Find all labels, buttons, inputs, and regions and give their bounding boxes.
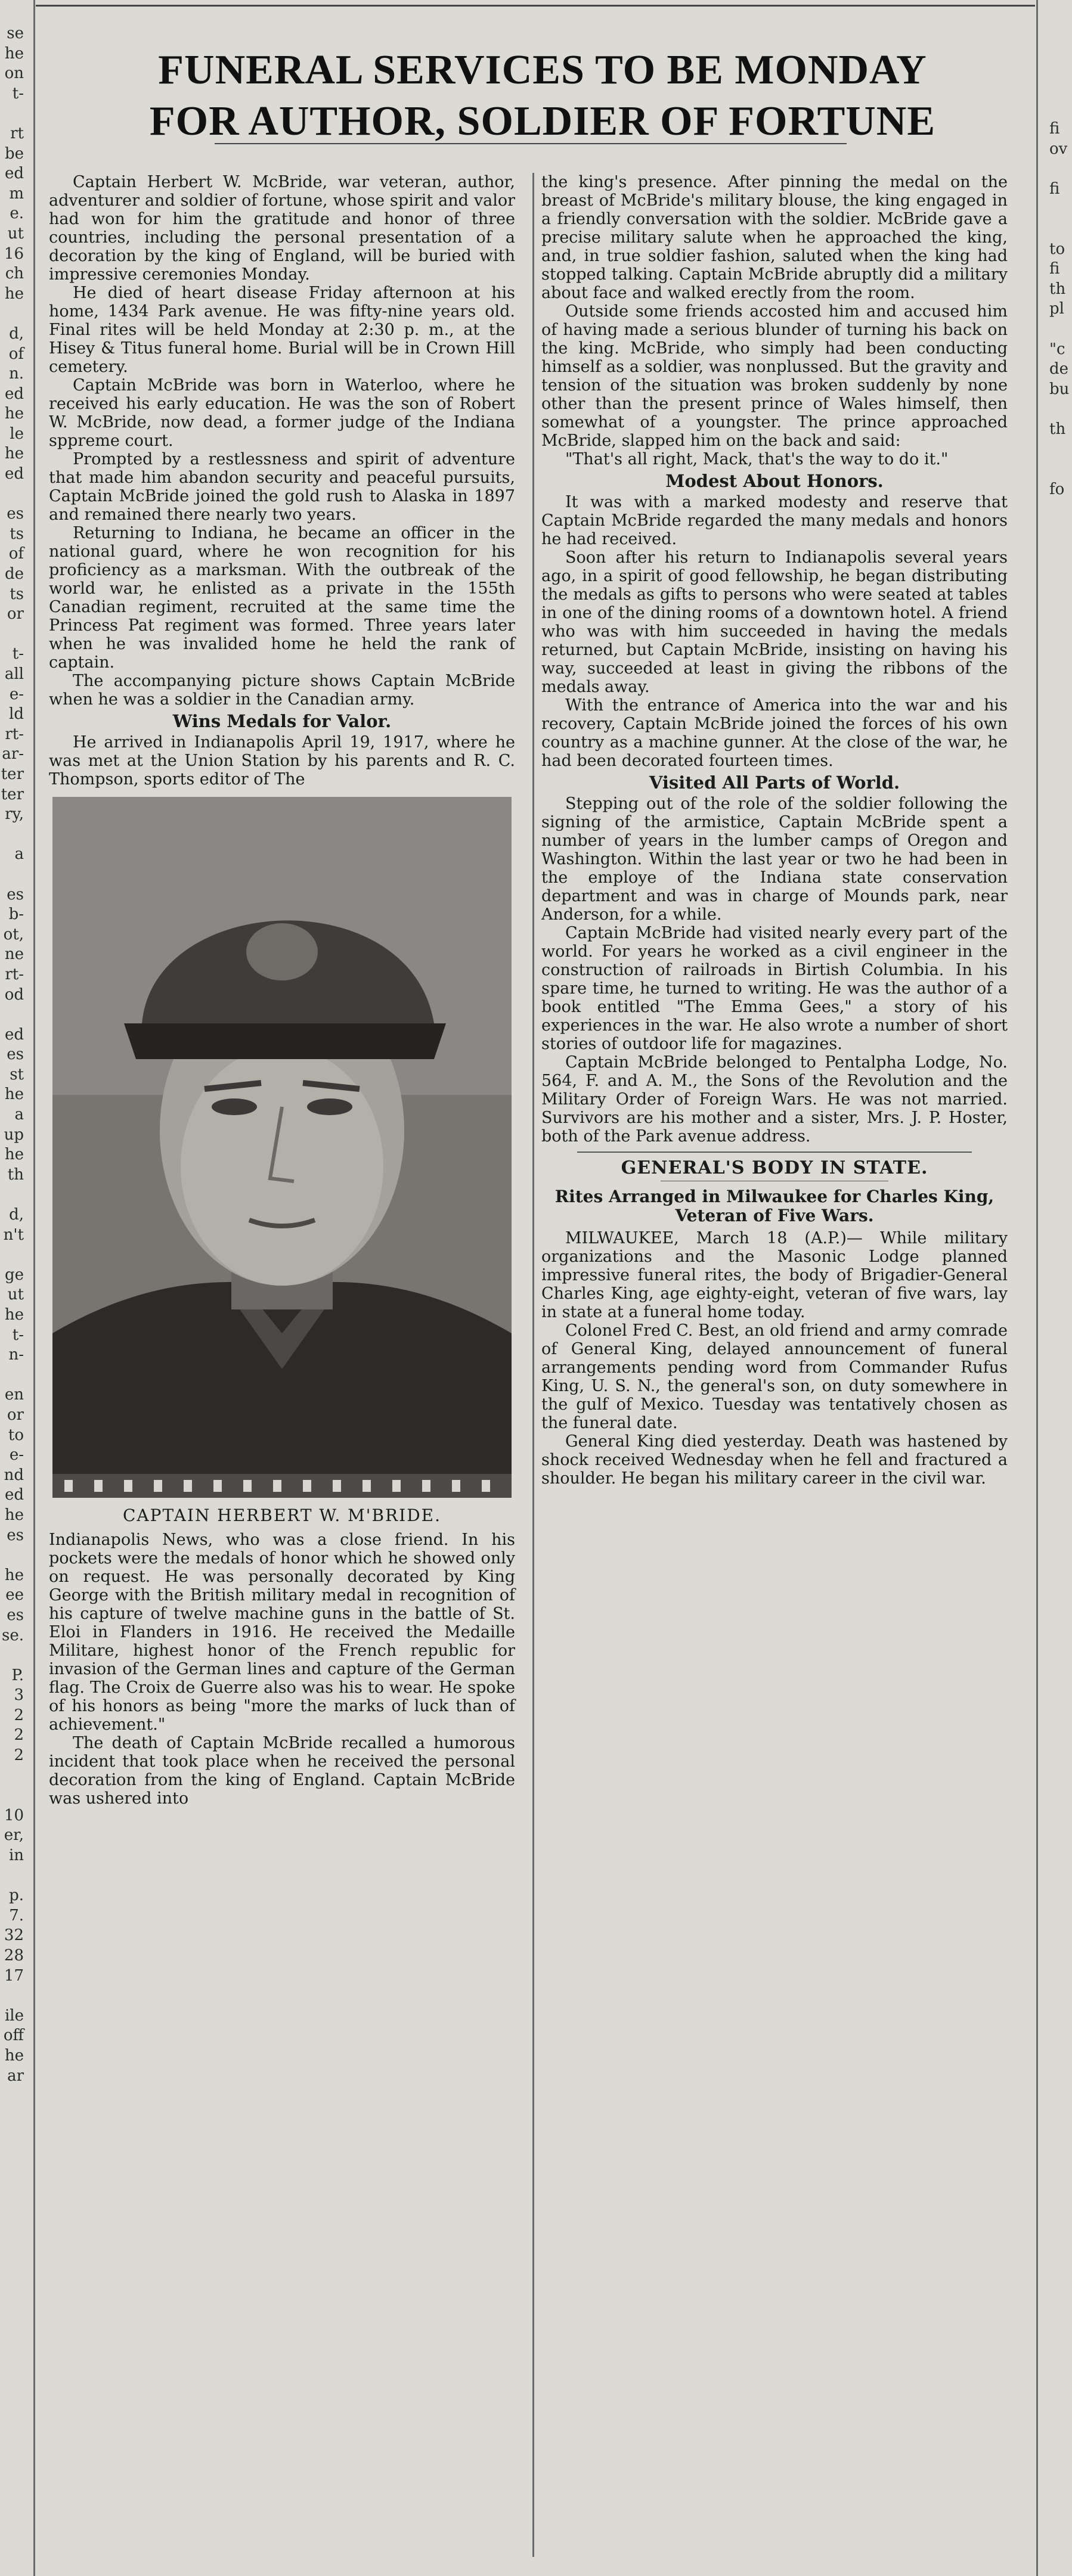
margin-fragment-line (0, 1545, 24, 1566)
paragraph: Indianapolis News, who was a close friend. In his pockets were the medals of honor which he showed only on request. He was personally decorated by King George with the British military medal in recognition of his capture of twelve machine guns in the battle of St. Eloi in Flanders in 1916. He received the Medaille Militare, highest honor of the French republic for invasion of the German lines and capture of the German flag. The Croix de Guerre also was his to wear. He spoke of his honors as being "more the marks of luck than of achievement." (49, 1531, 515, 1734)
paragraph: MILWAUKEE, March 18 (A.P.)— While military organizations and the Masonic Lodge planned impressive funeral rites, the body of Brigadier-General Charles King, age eighty-eight, veteran of five wars, lay in state at a funeral home today. (541, 1229, 1008, 1321)
center-column-rule (532, 173, 534, 2557)
margin-fragment-line (0, 1866, 24, 1886)
margin-fragment-line: fi (1049, 179, 1060, 198)
margin-fragment-line: to (8, 1426, 24, 1444)
paragraph: Returning to Indiana, he became an officer in the national guard, where he won recognition for his proficiency as a marksman. With the outbreak of the world war, he enlisted as a private in the 155th Canadian regiment, recruited at the same time the Princess Pat regiment was formed. Three years later when he was invalided home he held the rank of captain. (49, 524, 515, 672)
margin-fragment-line: bu (1049, 380, 1070, 398)
paragraph: Prompted by a restlessness and spirit of adventure that made him abandon security and peaceful pursuits, Captain McBride joined the gold rush to Alaska in 1897 and remained there nearly two years. (49, 450, 515, 524)
paragraph: Captain Herbert W. McBride, war veteran, author, adventurer and soldier of fortune, whose spirit and valor had won for him the gratitude and honor of three countries, including the personal presentation of a decoration by the king of England, will be buried with impressive ceremonies Monday. (49, 173, 515, 284)
margin-fragment-line: he (4, 1306, 24, 1324)
paragraph: Captain McBride had visited nearly every part of the world. For years he worked as a civil engineer in the construction of railroads in Birtish Columbia. In his spare time, he turned to writing. He was the author of a book entitled "The Emma Gees," a story of his experiences in the war. He also wrote a number of short stories of outdoor life for magazines. (541, 924, 1008, 1053)
margin-fragment-line: od (4, 985, 24, 1004)
margin-fragment-line: ter (1, 765, 24, 783)
margin-fragment-line: e. (10, 204, 24, 223)
margin-fragment-line: le (10, 424, 24, 443)
margin-fragment-line: rt- (5, 725, 24, 743)
margin-fragment-line: 7. (9, 1906, 24, 1925)
margin-fragment-line: 2 (14, 1726, 24, 1745)
margin-fragment-line: ed (4, 1025, 24, 1044)
margin-fragment-line: rt- (5, 965, 24, 983)
paragraph: It was with a marked modesty and reserve that Captain McBride regarded the many medals and honors he had received. (541, 493, 1008, 548)
margin-fragment-line: 16 (4, 244, 24, 263)
paragraph: Stepping out of the role of the soldier following the signing of the armistice, Captain McBride spent a number of years in the lumber camps of Oregon and Washington. Within the last year or two he had been in the employe of the Indiana state conservation department and was in charge of Mounds park, near Anderson, for a while. (541, 794, 1008, 924)
paragraph: the king's presence. After pinning the medal on the breast of McBride's military blouse, the king engaged in a friendly conversation with the soldier. McBride gave a precise military salute when he approached the king, and, in true soldier fashion, saluted when the king had stopped talking. Captain McBride abruptly did a military about face and walked erectly from the room. (541, 173, 1008, 302)
paragraph: Outside some friends accosted him and accused him of having made a serious blunder of turning his back on the king. McBride, who simply had been conducting himself as a soldier, was nonplussed. But the gravity and tension of the situation was broken suddenly by none other than the present prince of Wales himself, then somewhat of a youngster. The prince approached McBride, slapped him on the back and said: (541, 302, 1008, 450)
margin-fragment-line: he (4, 1146, 24, 1164)
margin-fragment-line (1049, 399, 1072, 420)
margin-fragment-line: or (7, 1405, 24, 1424)
margin-fragment-line (1049, 219, 1072, 240)
margin-fragment-line: P. (11, 1666, 24, 1684)
margin-fragment-line: ov (1049, 139, 1068, 158)
margin-fragment-line: e- (9, 1446, 24, 1464)
margin-fragment-line: t- (12, 84, 24, 103)
margin-fragment-line: m (9, 184, 24, 203)
margin-fragment-line (0, 1786, 24, 1806)
headline-line-2: FOR AUTHOR, SOLDIER OF FORTUNE (149, 98, 936, 144)
left-column-rule (33, 0, 35, 2576)
margin-fragment-line: he (4, 405, 24, 423)
margin-fragment-line: or (7, 605, 24, 623)
margin-fragment-line: he (4, 44, 24, 63)
margin-fragment-line: es (7, 1045, 24, 1064)
margin-fragment-line: fi (1049, 260, 1060, 278)
paragraph: With the entrance of America into the war and his recovery, Captain McBride joined the forces of his own country as a machine gunner. At the close of the war, he had been decorated fourteen times. (541, 696, 1008, 770)
margin-fragment-line: "c (1049, 340, 1065, 358)
margin-fragment-line: a (14, 1106, 24, 1124)
margin-fragment-line: er, (4, 1826, 24, 1845)
portrait-illustration (52, 797, 512, 1498)
margin-fragment-line (0, 1005, 24, 1025)
margin-fragment-line: ge (4, 1265, 24, 1284)
margin-fragment-line: rt (10, 124, 24, 142)
margin-fragment-line: ar- (2, 745, 24, 764)
margin-fragment-line (0, 825, 24, 845)
margin-fragment-line: on (4, 64, 24, 83)
left-column-fragment (0, 24, 24, 2086)
margin-fragment-line: nd (4, 1466, 24, 1484)
margin-fragment-line: es (7, 505, 24, 523)
margin-fragment-line: ee (5, 1586, 24, 1604)
margin-fragment-line: n't (3, 1225, 24, 1244)
margin-fragment-line: ut (7, 1286, 24, 1304)
story-headline: GENERAL'S BODY IN STATE. (621, 1157, 928, 1178)
margin-fragment-line: off (3, 2026, 24, 2045)
margin-fragment-line: he (4, 2046, 24, 2065)
margin-fragment-line (0, 1986, 24, 2006)
margin-fragment-line: ut (7, 224, 24, 243)
margin-fragment-line: ot, (3, 925, 24, 944)
subheading: Modest About Honors. (665, 471, 884, 491)
margin-fragment-line (1049, 159, 1072, 179)
paragraph: General King died yesterday. Death was hastened by shock received Wednesday when he fell and fractured a shoulder. He began his military career in the civil war. (541, 1432, 1008, 1488)
margin-fragment-line: 3 (14, 1686, 24, 1705)
paragraph: He died of heart disease Friday afternoon at his home, 1434 Park avenue. He was fifty-nine years old. Final rites will be held Monday at 2:30 p. m., at the Hisey & Titus funeral home. Burial will be in Crown Hill cemetery. (49, 284, 515, 376)
subheading: Wins Medals for Valor. (172, 711, 392, 731)
margin-fragment-line: fi (1049, 120, 1060, 138)
margin-fragment-line: es (7, 885, 24, 904)
margin-fragment-line: of (8, 545, 24, 563)
margin-fragment-line: in (8, 1846, 24, 1865)
margin-fragment-line: ed (4, 165, 24, 183)
margin-fragment-line: ld (9, 705, 24, 724)
margin-fragment-line: th (1049, 420, 1066, 438)
margin-fragment-line: he (4, 284, 24, 303)
margin-fragment-line: ts (10, 524, 24, 543)
margin-fragment-line: e- (9, 685, 24, 703)
margin-fragment-line: he (4, 1506, 24, 1524)
margin-fragment-line: t- (12, 645, 24, 663)
margin-fragment-line: to (1049, 240, 1065, 258)
margin-fragment-line: 2 (14, 1746, 24, 1765)
photo-caption: CAPTAIN HERBERT W. M'BRIDE. (123, 1506, 441, 1525)
story-divider (577, 1152, 972, 1153)
margin-fragment-line: d, (9, 324, 24, 343)
margin-fragment-line: t- (12, 1326, 24, 1344)
margin-fragment-line: d, (9, 1206, 24, 1224)
portrait-photo (52, 797, 512, 1498)
margin-fragment-line: se. (2, 1626, 24, 1644)
paragraph: The death of Captain McBride recalled a humorous incident that took place when he received the personal decoration from the king of England. Captain McBride was ushered into (49, 1734, 515, 1808)
headline (48, 45, 1037, 147)
margin-fragment-line: fo (1049, 480, 1065, 498)
margin-fragment-line: pl (1049, 300, 1064, 318)
article-column-right (541, 173, 1008, 1488)
margin-fragment-line: ne (4, 945, 24, 964)
margin-fragment-line (1049, 199, 1072, 219)
margin-fragment-line: es (7, 1526, 24, 1544)
margin-fragment-line: of (8, 344, 24, 363)
subheading: Visited All Parts of World. (649, 772, 900, 793)
margin-fragment-line (0, 1766, 24, 1786)
margin-fragment-line (0, 865, 24, 885)
right-column-rule (1036, 0, 1038, 2576)
paragraph: Captain McBride belonged to Pentalpha Lodge, No. 564, F. and A. M., the Sons of the Revolution and the Military Order of Foreign Wars. He was not married. Survivors are his mother and a sister, Mrs. J. P. Hoster, both of the Park avenue address. (541, 1053, 1008, 1146)
margin-fragment-line: st (10, 1065, 24, 1084)
margin-fragment-line (0, 304, 24, 324)
margin-fragment-line (0, 1185, 24, 1205)
top-border-rule (36, 5, 1035, 7)
margin-fragment-line (0, 1245, 24, 1265)
margin-fragment-line: 10 (4, 1806, 24, 1824)
margin-fragment-line: a (14, 845, 24, 864)
margin-fragment-line (1049, 460, 1072, 480)
margin-fragment-line: be (4, 144, 24, 163)
margin-fragment-line (0, 625, 24, 645)
paragraph: The accompanying picture shows Captain McBride when he was a soldier in the Canadian army. (49, 672, 515, 709)
paragraph: Soon after his return to Indianapolis several years ago, in a spirit of good fellowship, he began distributing the medals as gifts to persons who were seated at tables in one of the dining rooms of a downtown hotel. A friend who was with him succeeded in having the medals returned, but Captain McBride, insisting on having his way, succeeded at least in giving the ribbons of the medals away. (541, 548, 1008, 696)
article-column-left (49, 173, 515, 1808)
margin-fragment-line: th (7, 1165, 24, 1184)
margin-fragment-line: de (4, 565, 24, 584)
margin-fragment-line: ile (4, 2006, 24, 2025)
margin-fragment-line: ed (4, 465, 24, 483)
margin-fragment-line: p. (9, 1886, 24, 1905)
margin-fragment-line: ch (5, 265, 24, 283)
margin-fragment-line: he (4, 1566, 24, 1584)
paragraph: Colonel Fred C. Best, an old friend and army comrade of General King, delayed announcement of funeral arrangements pending word from Commander Rufus King, U. S. N., the general's son, on duty somewhere in the gulf of Mexico. Tuesday was tentatively chosen as the funeral date. (541, 1321, 1008, 1432)
headline-line-1: FUNERAL SERVICES TO BE MONDAY (158, 46, 927, 93)
margin-fragment-line: up (4, 1125, 24, 1144)
margin-fragment-line (0, 485, 24, 505)
margin-fragment-line: ar (7, 2066, 24, 2085)
margin-fragment-line: de (1049, 360, 1069, 378)
margin-fragment-line (0, 104, 24, 124)
paragraph: "That's all right, Mack, that's the way to do it." (565, 450, 949, 468)
margin-fragment-line (1049, 319, 1072, 340)
margin-fragment-line: ed (4, 384, 24, 403)
margin-fragment-line: he (4, 1085, 24, 1104)
margin-fragment-line: se (7, 24, 24, 42)
paragraph: Captain McBride was born in Waterloo, where he received his early education. He was the son of Robert W. McBride, now dead, a former judge of the Indiana sppreme court. (49, 376, 515, 450)
margin-fragment-line: ter (1, 785, 24, 803)
margin-fragment-line: en (4, 1386, 24, 1404)
margin-fragment-line: all (4, 665, 24, 683)
margin-fragment-line: th (1049, 280, 1066, 298)
margin-fragment-line (0, 1646, 24, 1666)
margin-fragment-line: n- (8, 1346, 24, 1364)
margin-fragment-line: b- (8, 905, 24, 924)
margin-fragment-line: ts (10, 585, 24, 603)
paragraph: He arrived in Indianapolis April 19, 1917, where he was met at the Union Station by his parents and R. C. Thompson, sports editor of The (49, 733, 515, 789)
margin-fragment-line (1049, 440, 1072, 460)
margin-fragment-line: 2 (14, 1706, 24, 1724)
margin-fragment-line: ed (4, 1486, 24, 1504)
story-deck: Rites Arranged in Milwaukee for Charles King, Veteran of Five Wars. (554, 1187, 994, 1225)
margin-fragment-line: n. (8, 365, 24, 383)
margin-fragment-line: ry, (5, 805, 24, 824)
margin-fragment-line: es (7, 1606, 24, 1624)
margin-fragment-line: 32 (4, 1926, 24, 1945)
margin-fragment-line: 17 (4, 1966, 24, 1985)
margin-fragment-line: 28 (4, 1947, 24, 1964)
margin-fragment-line: he (4, 445, 24, 463)
right-column-fragment (1049, 119, 1072, 499)
margin-fragment-line (0, 1365, 24, 1386)
